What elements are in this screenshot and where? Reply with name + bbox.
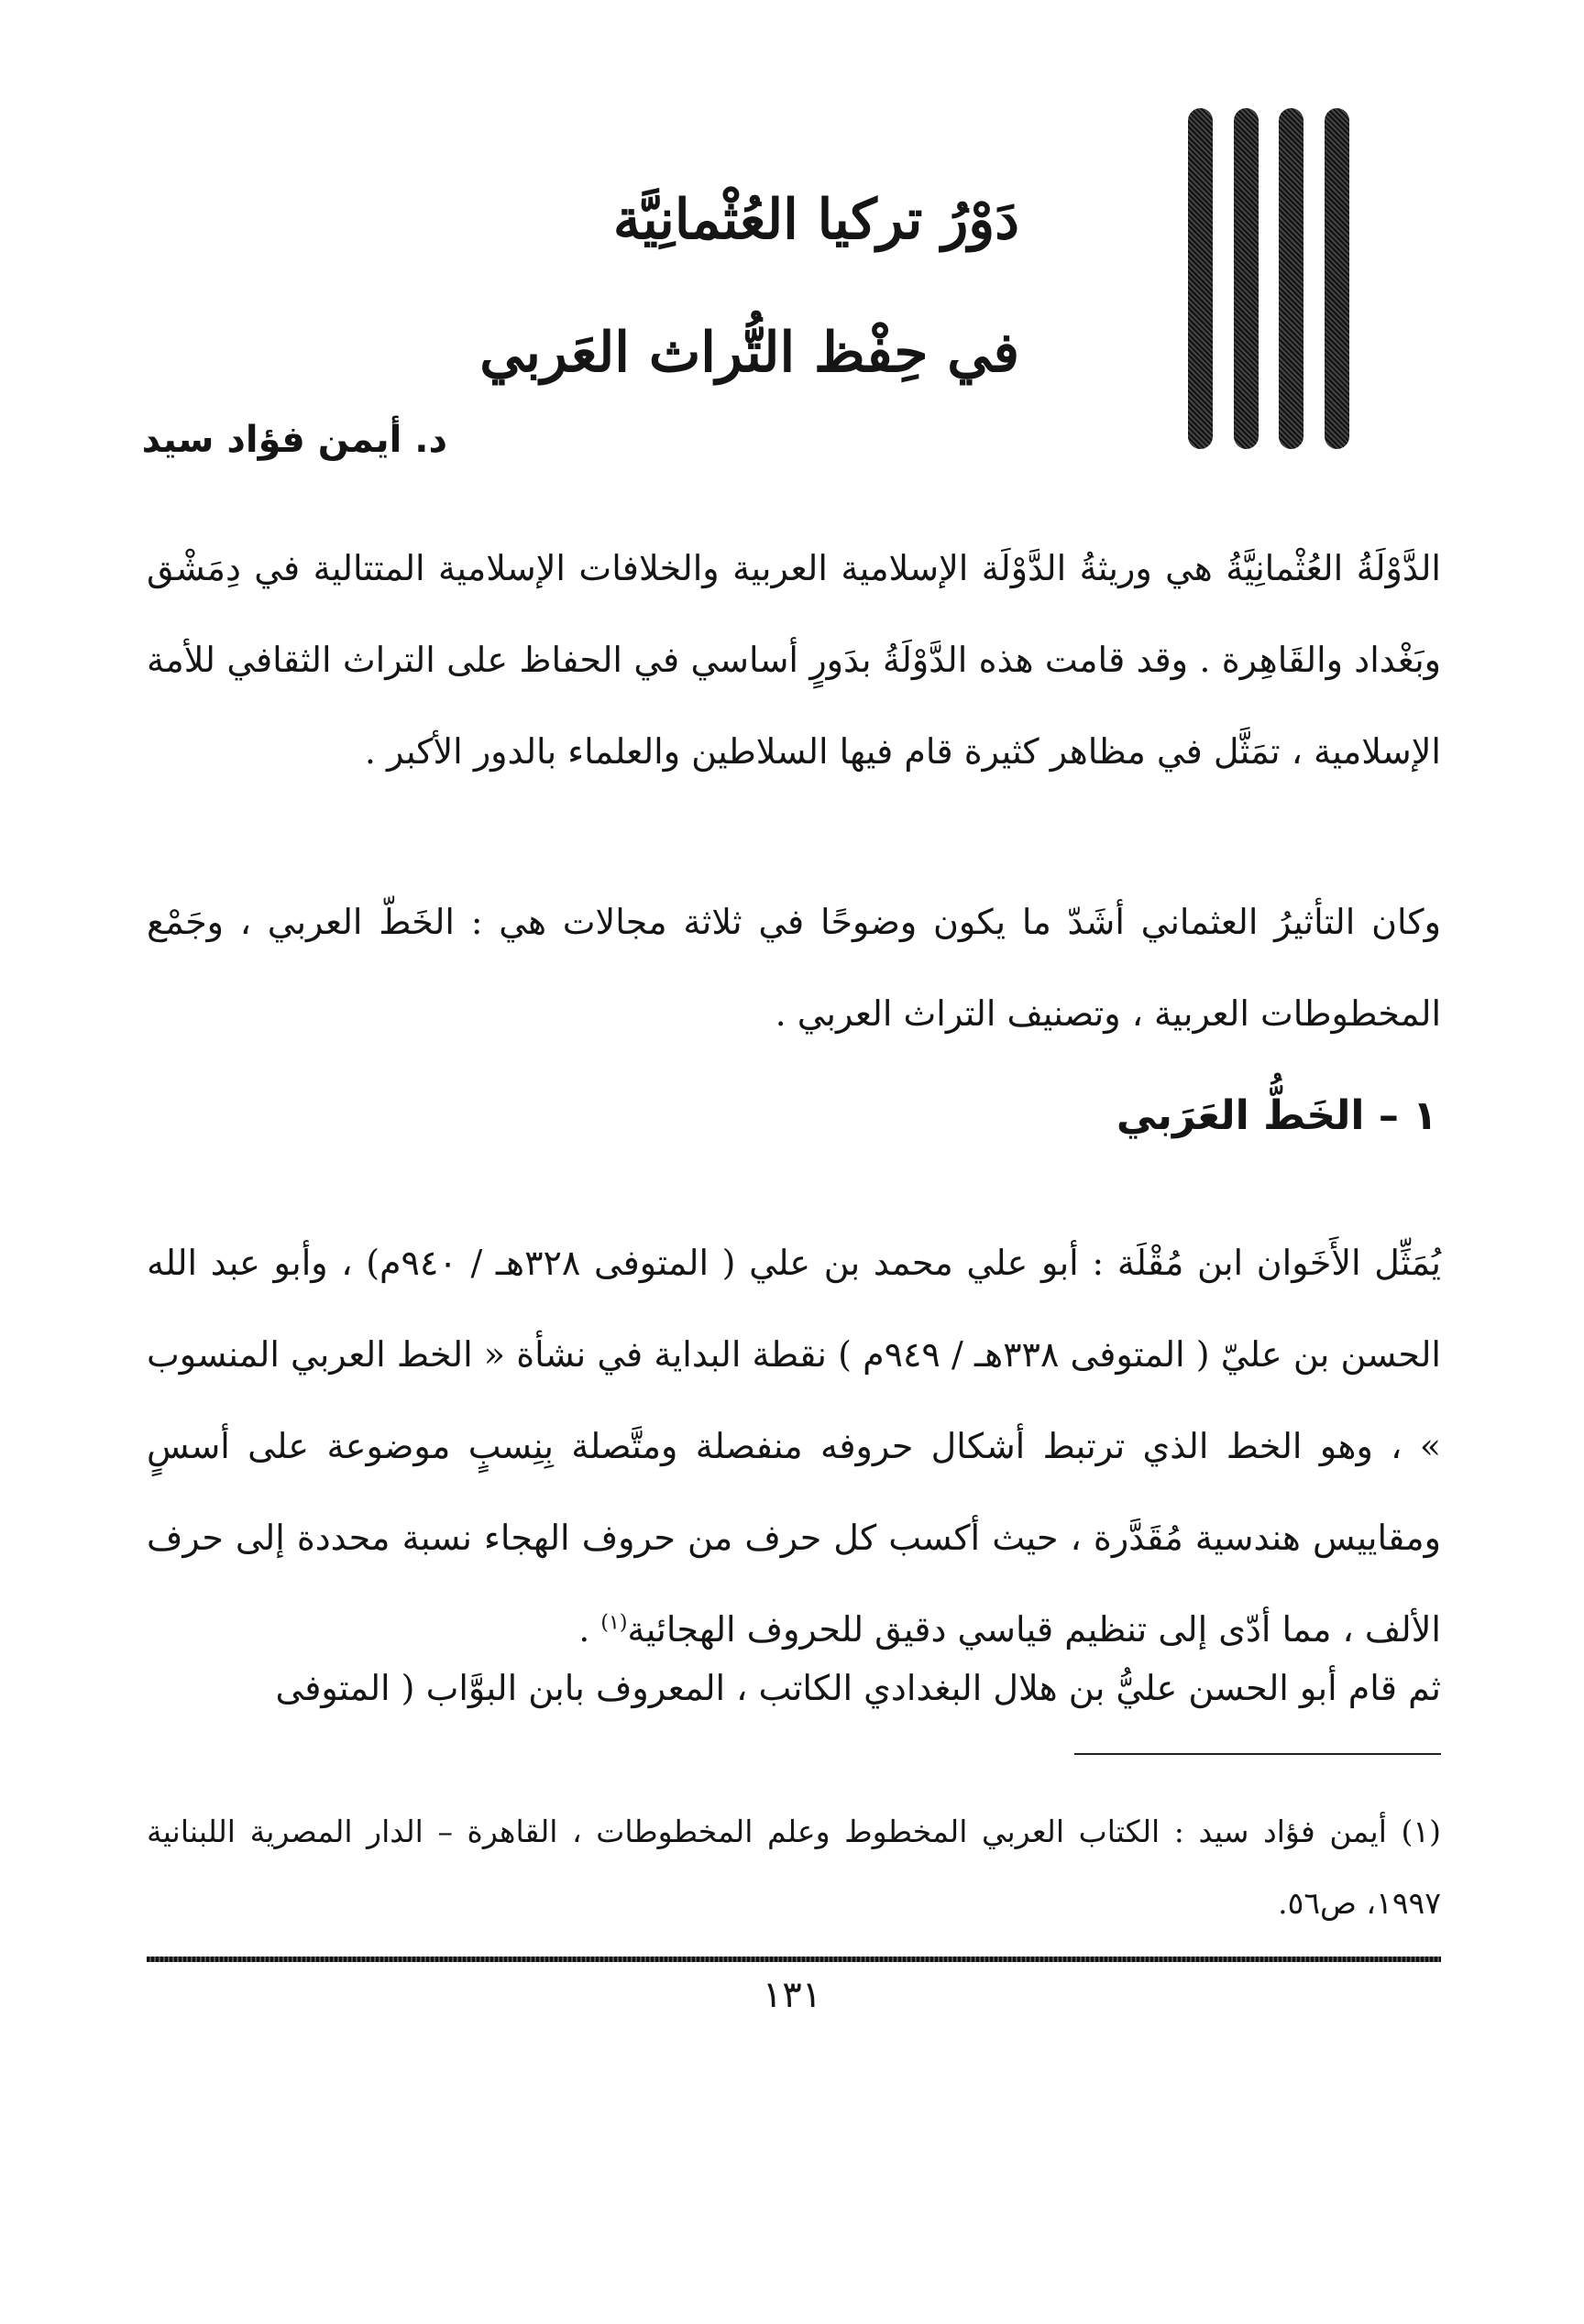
decorative-bar <box>1325 108 1349 449</box>
page-number: ١٣١ <box>762 1974 822 2016</box>
footnote-reference-marker: (١) <box>600 1611 628 1635</box>
decorative-bar <box>1234 108 1259 449</box>
body-paragraph-1: الدَّوْلَةُ العُثْمانِيَّةُ هي وريثةُ الدَّوْلَة الإسلامية العربية والخلافات الإسلامية المتتالية في دِمَشْق وبَغْداد والقَاهِرة . وقد قامت هذه الدَّوْلَةُ بدَورٍ أساسي في الحفاظ على التراث الثقافي للأمة الإسلامية ، تمَثَّل في مظاهر كثيرة قام فيها السلاطين والعلماء بالدور الأكبر . <box>147 548 1441 772</box>
article-title-line-2: في حِفْظ التُّراث العَربي <box>479 321 1019 385</box>
author-name: د. أيمن فؤاد سيد <box>141 419 447 461</box>
paragraph-3-text: يُمَثِّل الأَخَوان ابن مُقْلَة : أبو علي محمد بن علي ( المتوفى ٣٢٨هـ / ٩٤٠م) ، وأبو عبد الله الحسن بن عليّ ( المتوفى ٣٣٨هـ / ٩٤٩م ) نقطة البداية في نشأة « الخط العربي المنسوب » ، وهو الخط الذي ترتبط أشكال حروفه منفصلة ومتَّصلة بِنِسبٍ موضوعة على أسسٍ ومقاييس هندسية مُقَدَّرة ، حيث أكسب كل حرف من حروف الهجاء نسبة محددة إلى حرف الألف ، مما أدّى إلى تنظيم قياسي دقيق للحروف الهجائية <box>147 1243 1441 1650</box>
article-title-line-1: دَوْرُ تركيا العُثْمانِيَّة <box>612 188 1019 252</box>
decorative-bar <box>1279 108 1304 449</box>
body-paragraph-2: وكان التأثيرُ العثماني أشَدّ ما يكون وضوحًا في ثلاثة مجالات هي : الخَطّ العربي ، وجَمْع المخطوطات العربية ، وتصنيف التراث العربي . <box>147 902 1441 1034</box>
section-heading: ١ – الخَطُّ العَرَبي <box>1116 1092 1437 1139</box>
decorative-bar <box>1188 108 1213 449</box>
bottom-rule <box>147 1957 1441 1962</box>
decorative-vertical-bars <box>1188 108 1349 449</box>
body-paragraph-4: ثم قام أبو الحسن عليُّ بن هلال البغدادي الكاتب ، المعروف بابن البوَّاب ( المتوفى <box>275 1668 1441 1708</box>
footnote-separator <box>1074 1753 1441 1755</box>
body-paragraph-3 <box>147 1217 1441 1675</box>
paragraph-3-end: . <box>578 1609 601 1650</box>
footnote: (١) أيمن فؤاد سيد : الكتاب العربي المخطوط وعلم المخطوطات ، القاهرة – الدار المصرية اللبنانية ١٩٩٧، ص٥٦. <box>147 1814 1441 1921</box>
